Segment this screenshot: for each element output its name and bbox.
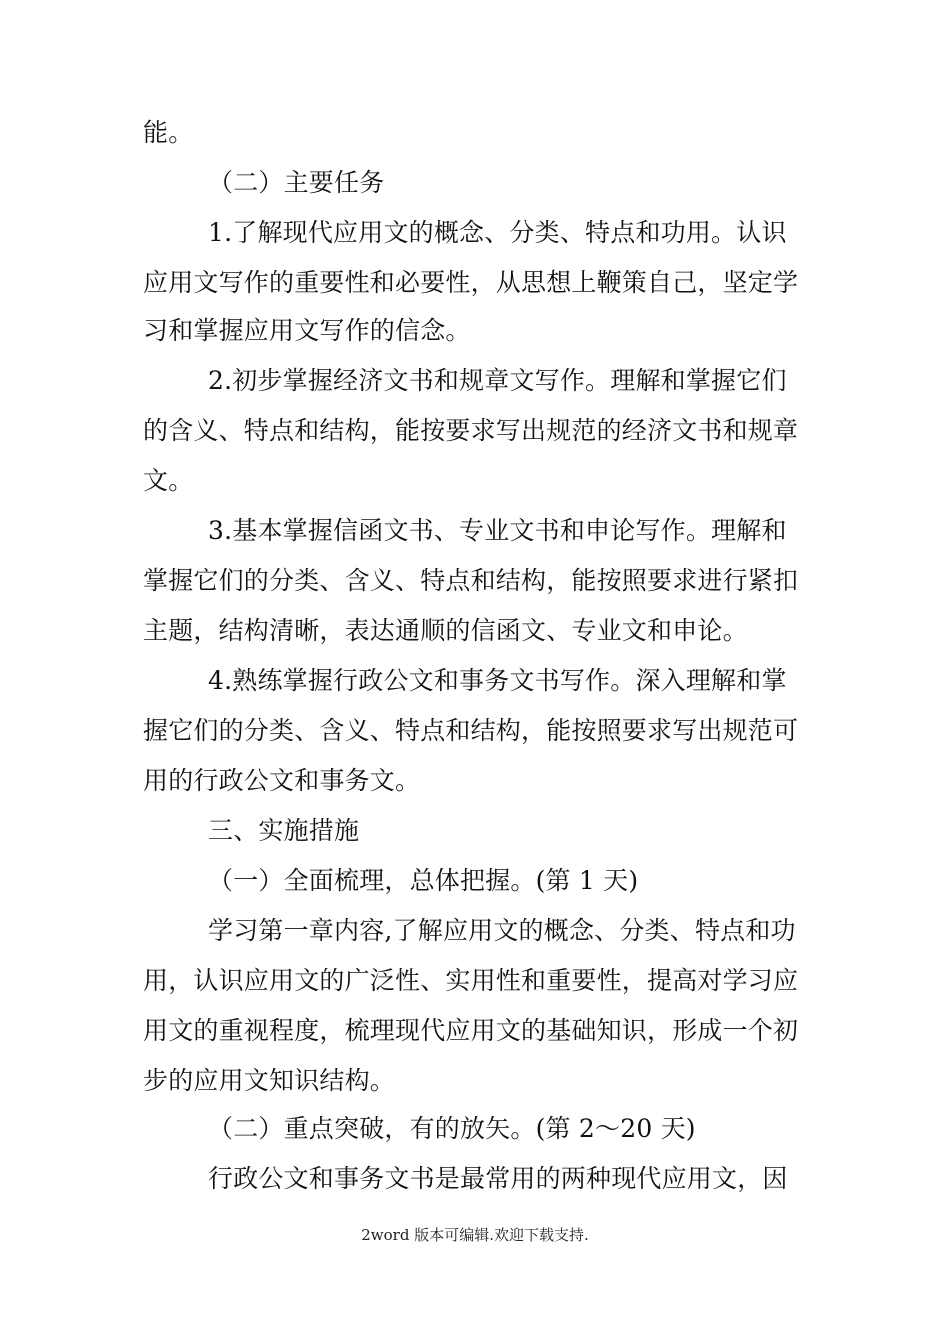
page-footer: 2word 版本可编辑.欢迎下载支持. [361, 1226, 589, 1244]
section-heading: （二）主要任务 [208, 168, 385, 197]
section-heading: （二）重点突破，有的放矢。(第 2～20 天) [208, 1114, 696, 1143]
section-heading: 三、实施措施 [208, 816, 360, 845]
text-line: 1.了解现代应用文的概念、分类、特点和功用。认识 [208, 218, 787, 247]
section-heading: （一）全面梳理，总体把握。(第 1 天) [208, 866, 639, 895]
text-line: 握它们的分类、含义、特点和结构，能按照要求写出规范可 [143, 716, 799, 745]
text-line: 用的行政公文和事务文。 [143, 766, 421, 795]
text-line: 用，认识应用文的广泛性、实用性和重要性，提高对学习应 [143, 966, 799, 995]
text-line: 文。 [143, 466, 194, 495]
text-line: 习和掌握应用文写作的信念。 [143, 316, 471, 345]
text-line: 学习第一章内容,了解应用文的概念、分类、特点和功 [208, 916, 796, 945]
text-line: 的含义、特点和结构，能按要求写出规范的经济文书和规章 [143, 416, 799, 445]
text-line: 4.熟练掌握行政公文和事务文书写作。深入理解和掌 [208, 666, 787, 695]
text-line: 2.初步掌握经济文书和规章文写作。理解和掌握它们 [208, 366, 787, 395]
text-line: 3.基本掌握信函文书、专业文书和申论写作。理解和 [208, 516, 787, 545]
text-line: 用文的重视程度，梳理现代应用文的基础知识，形成一个初 [143, 1016, 799, 1045]
text-line: 掌握它们的分类、含义、特点和结构，能按照要求进行紧扣 [143, 566, 799, 595]
text-line: 主题，结构清晰，表达通顺的信函文、专业文和申论。 [143, 616, 748, 645]
text-line: 能。 [143, 118, 194, 147]
text-line: 步的应用文知识结构。 [143, 1066, 396, 1095]
text-line: 行政公文和事务文书是最常用的两种现代应用文，因 [208, 1164, 788, 1193]
text-line: 应用文写作的重要性和必要性，从思想上鞭策自己，坚定学 [143, 268, 799, 297]
